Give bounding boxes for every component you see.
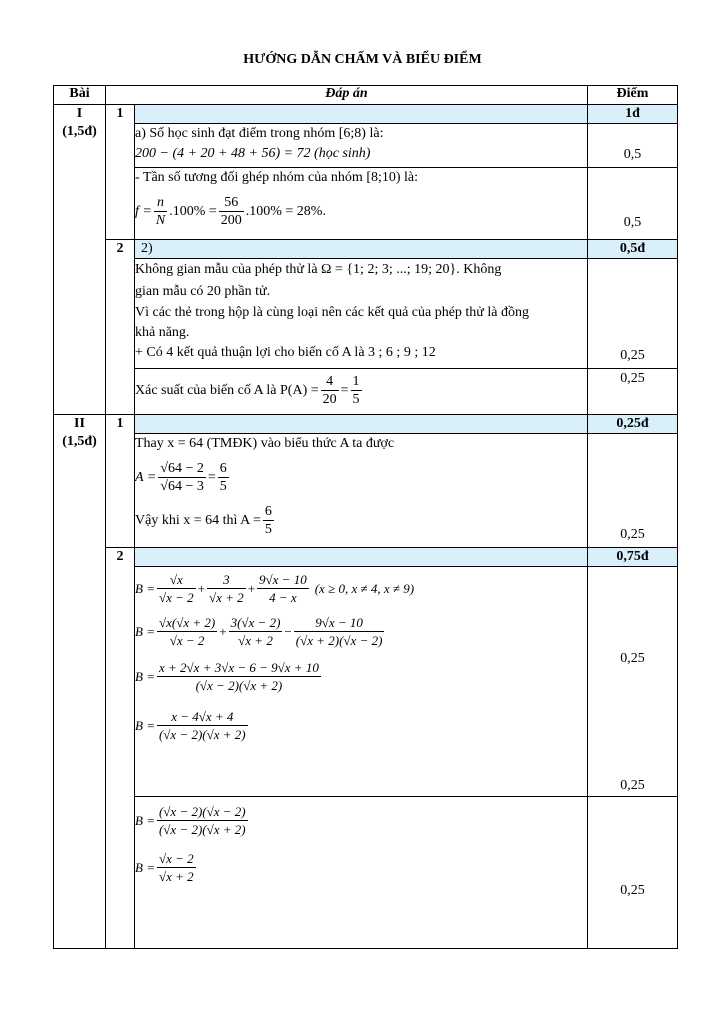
fraction xyxy=(157,614,217,649)
answer-cell xyxy=(135,259,588,369)
fraction xyxy=(257,571,309,606)
fraction-numerator: 9√x − 10 xyxy=(294,614,385,632)
fraction xyxy=(219,194,244,229)
formula-text: B = xyxy=(135,812,155,828)
points-value: 0,25 xyxy=(620,883,645,898)
table-row xyxy=(54,797,678,949)
table-row xyxy=(54,567,678,797)
table-row xyxy=(54,434,678,548)
formula-text: = xyxy=(340,382,349,398)
question-total-points: 0,5đ xyxy=(588,240,678,259)
fraction-denominator: √x + 2 xyxy=(158,869,194,884)
answer-text: Thay x = 64 (TMĐK) vào biểu thức A ta được xyxy=(135,436,395,451)
expression-step-1: B = √ x √ x − 2 + 3 √ x + 2 + $\frac{9√x - 10}{4 - x}$ (x ≥ 0, x ≠ 4, x ≠ 9) xyxy=(135,571,587,606)
question-number: 1 xyxy=(106,105,135,240)
fraction-denominator: 5 xyxy=(264,522,272,537)
question-total-points: 0,25đ xyxy=(588,415,678,434)
fraction-numerator: 56 xyxy=(219,194,244,212)
fraction-denominator: (√x − 2)(√x + 2) xyxy=(195,678,283,693)
answer-cell xyxy=(135,124,588,168)
table-row xyxy=(54,259,678,369)
table-row xyxy=(54,105,678,124)
answer-text: Không gian mẫu của phép thử là Ω = {1; 2; 3; ...; 19; 20}. Không xyxy=(135,262,502,277)
fraction xyxy=(351,373,362,408)
points-value: 0,25 xyxy=(620,651,645,666)
table-row xyxy=(54,415,678,434)
sqrt-sign xyxy=(160,479,168,494)
formula-text: Xác suất của biến cố A là P(A) = xyxy=(135,382,319,398)
part-score: (1,5đ) xyxy=(62,124,97,139)
header-bai: Bài xyxy=(54,86,106,105)
answer-text: Vì các thẻ trong hộp là cùng loại nên các kết quả của phép thử là đồng xyxy=(135,305,530,320)
fraction-numerator: 1 xyxy=(352,374,360,389)
grading-table xyxy=(53,85,678,949)
fraction-denominator xyxy=(158,478,206,495)
fraction-denominator: (√x − 2)(√x + 2) xyxy=(158,822,246,837)
question-header-bar xyxy=(135,240,588,259)
fraction-denominator xyxy=(207,589,246,606)
question-header-bar xyxy=(135,415,588,434)
fraction-numerator: x − 4√x + 4 xyxy=(157,708,248,726)
fraction-numerator xyxy=(157,571,196,589)
relative-frequency-formula xyxy=(135,194,587,229)
fraction xyxy=(207,571,246,606)
conclusion-formula xyxy=(135,503,587,538)
answer-text: khả năng. xyxy=(135,325,190,340)
fraction xyxy=(321,373,339,408)
radicand-expression: x xyxy=(176,572,183,587)
answer-text: gian mẫu có 20 phần tử. xyxy=(135,284,271,299)
points-cell xyxy=(588,797,678,949)
sqrt-sign xyxy=(170,572,177,587)
answer-cell xyxy=(135,168,588,240)
fraction-numerator: 3 xyxy=(207,571,246,589)
answer-text: a) Số học sinh đạt điểm trong nhóm [6;8) là: xyxy=(135,126,384,141)
formula-text: B = xyxy=(135,717,155,733)
document-title: HƯỚNG DẪN CHẤM VÀ BIỂU ĐIỂM xyxy=(243,52,482,67)
answer-cell xyxy=(135,567,588,797)
fraction-numerator: (√x − 2)(√x − 2) xyxy=(158,804,246,819)
answer-text: - Tần số tương đối ghép nhóm của nhóm [8;10) là: xyxy=(135,170,419,185)
formula-text: B = xyxy=(135,668,155,684)
table-row xyxy=(54,240,678,259)
question-number: 1 xyxy=(106,415,135,548)
fraction xyxy=(157,571,196,606)
fraction xyxy=(154,194,167,229)
formula-text: f = xyxy=(135,203,152,219)
answer-cell xyxy=(135,797,588,949)
formula-text: Vậy khi x = 64 thì A = xyxy=(135,512,261,528)
fraction xyxy=(157,708,248,743)
fraction-denominator: (√x + 2)(√x − 2) xyxy=(295,633,383,648)
part-score: (1,5đ) xyxy=(62,434,97,449)
fraction xyxy=(218,460,229,495)
header-dap-an: Đáp án xyxy=(106,86,588,105)
table-row xyxy=(54,124,678,168)
table-row xyxy=(54,168,678,240)
answer-text: + Có 4 kết quả thuận lợi cho biến cố A là 3 ; 6 ; 9 ; 12 xyxy=(135,345,436,360)
question-header-bar xyxy=(135,105,588,124)
fraction xyxy=(229,614,283,649)
fraction-numerator: 9√x − 10 xyxy=(259,572,307,587)
fraction-denominator: (√x − 2)(√x + 2) xyxy=(158,727,246,742)
radicand-expression: 64 − 2 xyxy=(167,461,204,476)
question-header-bar xyxy=(135,548,588,567)
formula-text: = xyxy=(207,469,216,485)
part-cell xyxy=(54,105,106,415)
formula-text: B = xyxy=(135,580,155,596)
fraction-numerator: √x(√x + 2) xyxy=(158,615,216,630)
table-row xyxy=(54,548,678,567)
fraction xyxy=(157,803,248,838)
points-cell: 0,5 xyxy=(588,168,678,240)
points-cell: 0,25 xyxy=(588,434,678,548)
table-row xyxy=(54,369,678,415)
question-total-points: 0,75đ xyxy=(588,548,678,567)
fraction xyxy=(294,614,385,649)
fraction-numerator: 6 xyxy=(264,504,272,519)
fraction-denominator: 200 xyxy=(220,213,242,228)
points-cell: 0,25 xyxy=(588,369,678,415)
fraction-denominator: 4 − x xyxy=(269,590,297,605)
formula-text: .100% = 28%. xyxy=(245,203,326,219)
fraction-denominator xyxy=(157,589,196,606)
radicand-expression: 64 − 3 xyxy=(167,479,204,494)
fraction xyxy=(157,659,321,694)
part-cell xyxy=(54,415,106,949)
formula-text: B = xyxy=(135,623,155,639)
fraction-numerator: n xyxy=(154,194,167,212)
part-roman: II xyxy=(74,416,85,431)
question-number: 2 xyxy=(106,548,135,949)
expression-step-5 xyxy=(135,803,587,838)
fraction-denominator: 20 xyxy=(322,392,337,407)
answer-cell xyxy=(135,369,588,415)
header-diem: Điểm xyxy=(588,86,678,105)
expression-step-4 xyxy=(135,708,587,743)
expression-step-6 xyxy=(135,850,587,885)
question-number: 2 xyxy=(106,240,135,415)
expression-step-2: B = $\frac{√x(√x + 2)}{√x - 2}$ + $\frac{3(√x - 2)}{√x + 2}$ − $\frac{9√x - 10}{(√x + 2)(√x - 2)}$ xyxy=(135,615,383,648)
answer-equation: 200 − (4 + 20 + 48 + 56) = 72 (học sinh) xyxy=(135,146,371,161)
points-cell: 0,5 xyxy=(588,124,678,168)
fraction xyxy=(263,503,274,538)
fraction-numerator: 6 xyxy=(219,461,227,476)
answer-cell xyxy=(135,434,588,548)
fraction-numerator: 3(√x − 2) xyxy=(230,615,281,630)
table-header-row xyxy=(54,86,678,105)
substitution-formula xyxy=(135,460,587,495)
expression-step-3 xyxy=(135,659,587,694)
fraction-denominator: √x + 2 xyxy=(238,633,273,648)
points-cell xyxy=(588,567,678,797)
fraction xyxy=(158,460,206,495)
formula-text: B = xyxy=(135,859,155,875)
fraction-numerator: 4 xyxy=(321,373,339,391)
sqrt-sign xyxy=(160,461,168,476)
part-roman: I xyxy=(76,106,83,121)
fraction-denominator: 5 xyxy=(219,479,227,494)
question-label: 2) xyxy=(141,241,153,256)
radicand-expression: x + 2 xyxy=(216,590,244,605)
points-cell: 0,25 xyxy=(588,259,678,369)
question-total-points: 1đ xyxy=(588,105,678,124)
fraction-numerator xyxy=(158,460,206,478)
fraction-numerator: √x − 2 xyxy=(158,851,194,866)
domain-condition: (x ≥ 0, x ≠ 4, x ≠ 9) xyxy=(314,580,415,596)
fraction-denominator: 5 xyxy=(352,392,360,407)
radicand-expression: x − 2 xyxy=(166,590,194,605)
probability-formula xyxy=(135,373,587,408)
fraction-denominator: √x − 2 xyxy=(169,633,205,648)
formula-text: A = xyxy=(135,469,157,485)
points-value: 0,25 xyxy=(620,778,645,793)
fraction-numerator: x + 2√x + 3√x − 6 − 9√x + 10 xyxy=(158,660,319,675)
fraction-denominator: N xyxy=(155,213,166,228)
formula-text: .100% = xyxy=(169,203,217,219)
fraction xyxy=(157,850,196,885)
